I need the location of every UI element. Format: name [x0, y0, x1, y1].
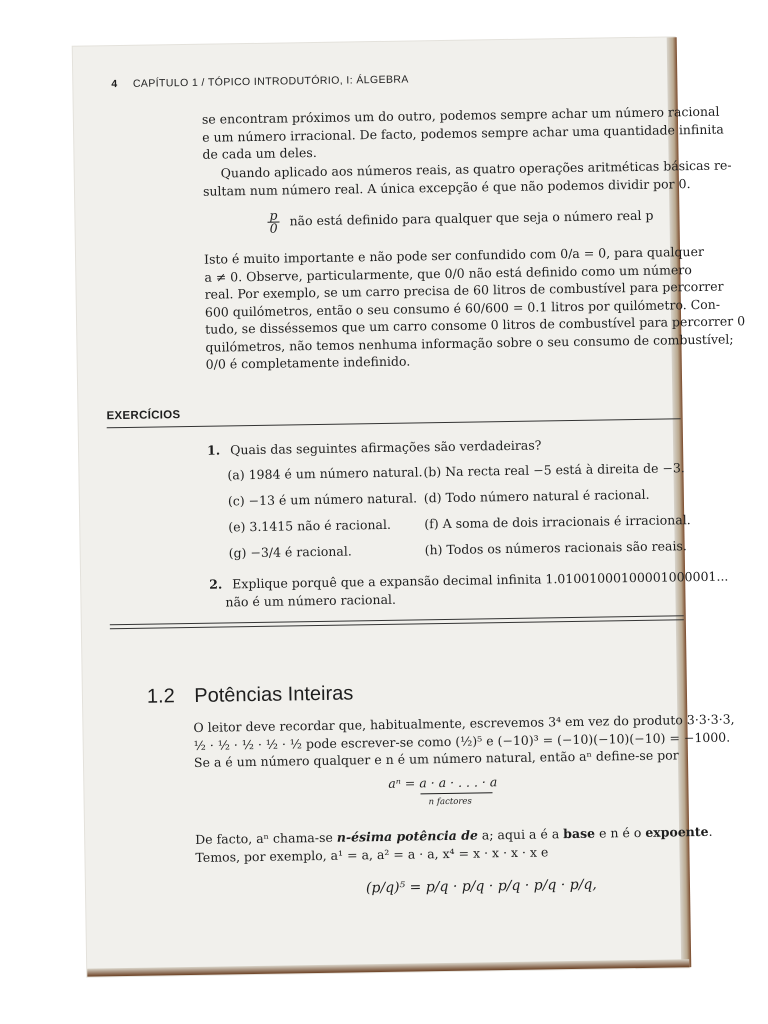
- exercise-1-question: [207, 437, 542, 457]
- underbrace-label: n factores: [428, 796, 472, 808]
- power-example-formula: (p/q)⁵ = p/q · p/q · p/q · p/q · p/q,: [365, 876, 597, 897]
- running-header: [111, 74, 409, 91]
- exercises-label: EXERCÍCIOS: [106, 409, 181, 423]
- text-line: 0/0 é completamente indefinido.: [205, 353, 411, 372]
- page-edge-bottom: [87, 959, 689, 976]
- exercise-number: 2.: [209, 576, 223, 592]
- option-e: (e) 3.1415 não é racional.: [228, 516, 392, 535]
- option-g: (g) −3/4 é racional.: [228, 543, 352, 561]
- exercise-2-continuation: não é um número racional.: [225, 591, 397, 610]
- section-number: 1.2: [146, 685, 175, 708]
- text-line: Quando aplicado aos números reais, as quatro operações aritméticas básicas re-: [220, 157, 732, 181]
- powers-intro: [193, 710, 735, 771]
- text-line: sultam num número real. A única excepção é que não podemos dividir por 0.: [202, 175, 691, 199]
- option-d: (d) Todo número natural é racional.: [423, 486, 650, 506]
- text-line: tudo, se disséssemos que um carro consome 0 litros de combustível para percorrer 0: [205, 313, 746, 337]
- formula-text: não está definido para qualquer que seja o número real p: [289, 207, 654, 229]
- page-number: 4: [111, 78, 118, 91]
- book-page: [73, 37, 746, 976]
- text-line: De facto, aⁿ chama-se n-ésima potência de a; aqui a é a base e n é o expoente.: [195, 823, 713, 847]
- question-text: Explique porquê que a expansão decimal infinita 1.01001000100001000001...: [232, 568, 729, 592]
- text-line: se encontram próximos um do outro, podemos sempre achar um número racional: [201, 103, 720, 127]
- text-line: e um número irracional. De facto, podemos sempre achar uma quantidade infinita: [202, 121, 724, 145]
- option-f: (f) A soma de dois irracionais é irracional.: [424, 512, 691, 532]
- definition-paragraph: [195, 823, 713, 866]
- exercises-top-rule: [107, 418, 681, 428]
- text-line: Isto é muito importante e não pode ser confundido com 0/a = 0, para qualquer: [203, 243, 705, 267]
- intro-paragraph: [202, 103, 724, 164]
- option-a: (a) 1984 é um número natural.: [227, 464, 423, 483]
- section-title: Potências Inteiras: [194, 682, 354, 707]
- underbrace: [421, 792, 493, 794]
- section-heading: [147, 682, 354, 708]
- fraction: $\frac{p}{0}$: [269, 207, 278, 236]
- exercise-number: 1.: [206, 442, 221, 458]
- option-c: (c) −13 é um número natural.: [227, 490, 418, 509]
- text-line: de cada um deles.: [202, 144, 317, 162]
- undefined-paragraph: [204, 242, 746, 373]
- text-line: quilómetros, não temos nenhuma informação sobre o seu consumo de combustível;: [205, 330, 734, 355]
- text-line: 600 quilómetros, então o seu consumo é 60/600 = 0.1 litros por quilómetro. Con-: [204, 296, 721, 320]
- option-h: (h) Todos os números racionais são reais.: [424, 538, 687, 558]
- division-by-zero-formula: [267, 204, 653, 235]
- power-definition-formula: aⁿ = a · a · . . . · a: [388, 774, 498, 791]
- exercise-2-question: [209, 569, 728, 592]
- text-line: real. Por exemplo, se um carro precisa de 60 litros de combustível para percorrer: [204, 278, 724, 302]
- text-line: ½ · ½ · ½ · ½ · ½ pode escrever-se como (½)⁵ e (−10)³ = (−10)(−10)(−10) = −1000.: [193, 729, 731, 753]
- text-line: Temos, por exemplo, a¹ = a, a² = a · a, x⁴ = x · x · x · x e: [195, 843, 549, 865]
- option-b: (b) Na recta real −5 está à direita de −3.: [423, 460, 685, 480]
- running-title: CAPÍTULO 1 / TÓPICO INTRODUTÓRIO, I: ÁLGEBRA: [132, 73, 409, 90]
- question-text: Quais das seguintes afirmações são verdadeiras?: [230, 437, 542, 458]
- text-line: O leitor deve recordar que, habitualmente, escrevemos 3⁴ em vez do produto 3·3·3·3,: [193, 711, 735, 735]
- operations-paragraph: [203, 156, 732, 199]
- text-line: a ≠ 0. Observe, particularmente, que 0/0 não está definido como um número: [204, 261, 692, 285]
- text-line: Se a é um número qualquer e n é um número natural, então aⁿ define-se por: [193, 747, 679, 770]
